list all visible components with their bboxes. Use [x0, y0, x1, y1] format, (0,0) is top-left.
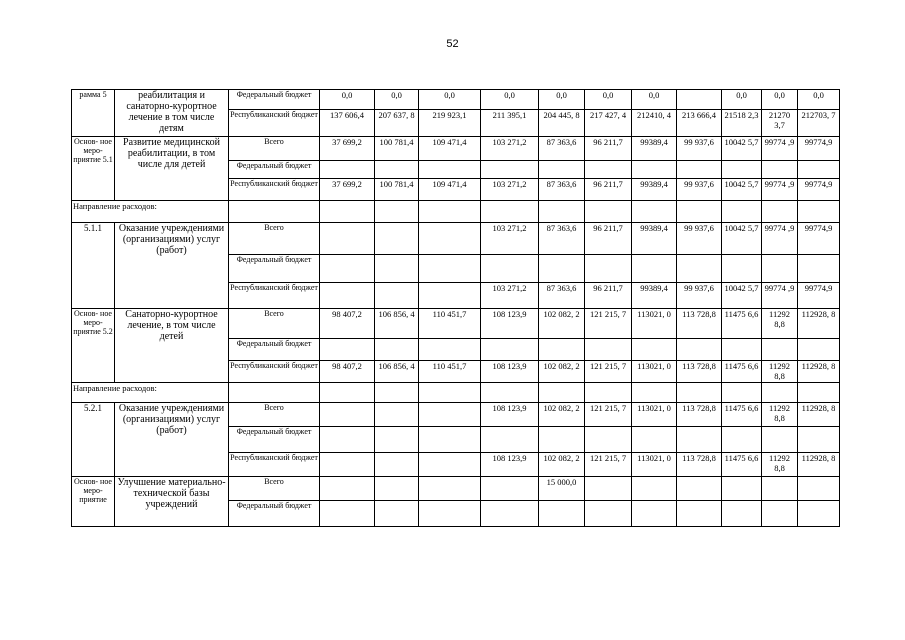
amount-cell: [762, 477, 798, 501]
amount-cell: [481, 161, 539, 179]
amount-cell: 204 445, 8: [539, 110, 585, 137]
amount-cell: [798, 501, 840, 527]
table-row: [72, 477, 840, 501]
amount-cell: 0,0: [539, 90, 585, 110]
budget-table: [71, 89, 840, 527]
amount-cell: [632, 201, 677, 223]
measure-code-cell: рамма 5: [72, 90, 115, 137]
amount-cell: [320, 339, 375, 361]
funding-source-cell: Федеральный бюджет: [229, 90, 320, 110]
amount-cell: 217 427, 4: [585, 110, 632, 137]
amount-cell: 219 923,1: [419, 110, 481, 137]
amount-cell: [320, 223, 375, 255]
amount-cell: 10042 5,7: [722, 283, 762, 309]
amount-cell: [632, 501, 677, 527]
funding-source-cell: Федеральный бюджет: [229, 161, 320, 179]
amount-cell: [762, 339, 798, 361]
amount-cell: [539, 501, 585, 527]
amount-cell: 212410, 4: [632, 110, 677, 137]
table-row: [72, 223, 840, 255]
measure-code-cell: Основ- ное меро- приятие 5.2: [72, 309, 115, 383]
amount-cell: 99 937,6: [677, 137, 722, 161]
amount-cell: 37 699,2: [320, 179, 375, 201]
amount-cell: [419, 161, 481, 179]
amount-cell: [419, 477, 481, 501]
funding-source-cell: [229, 383, 320, 403]
funding-source-cell: Федеральный бюджет: [229, 427, 320, 453]
page-number: 52: [446, 38, 459, 50]
amount-cell: [419, 339, 481, 361]
amount-cell: [762, 201, 798, 223]
amount-cell: [375, 403, 419, 427]
amount-cell: 113021, 0: [632, 403, 677, 427]
amount-cell: [481, 477, 539, 501]
amount-cell: [419, 255, 481, 283]
amount-cell: 112928, 8: [798, 403, 840, 427]
amount-cell: [798, 201, 840, 223]
amount-cell: 0,0: [632, 90, 677, 110]
amount-cell: [375, 201, 419, 223]
amount-cell: 106 856, 4: [375, 361, 419, 383]
amount-cell: [419, 383, 481, 403]
amount-cell: [375, 453, 419, 477]
table-row: [72, 309, 840, 339]
amount-cell: [632, 339, 677, 361]
amount-cell: [585, 255, 632, 283]
amount-cell: 112928, 8: [798, 309, 840, 339]
direction-header-cell: Направление расходов:: [72, 201, 229, 223]
amount-cell: [798, 427, 840, 453]
amount-cell: [632, 427, 677, 453]
amount-cell: 0,0: [585, 90, 632, 110]
amount-cell: 11292 8,8: [762, 453, 798, 477]
amount-cell: [585, 427, 632, 453]
amount-cell: 102 082, 2: [539, 361, 585, 383]
amount-cell: [320, 453, 375, 477]
amount-cell: 207 637, 8: [375, 110, 419, 137]
amount-cell: [722, 255, 762, 283]
amount-cell: 98 407,2: [320, 309, 375, 339]
amount-cell: 96 211,7: [585, 179, 632, 201]
funding-source-cell: Республиканский бюджет: [229, 361, 320, 383]
amount-cell: 99774 ,9: [762, 283, 798, 309]
amount-cell: 99774 ,9: [762, 179, 798, 201]
amount-cell: 11475 6,6: [722, 403, 762, 427]
measure-name-cell: реабилитация и санаторно-курортное лечение в том числе детям: [115, 90, 229, 137]
amount-cell: [419, 201, 481, 223]
funding-source-cell: Республиканский бюджет: [229, 283, 320, 309]
funding-source-cell: Республиканский бюджет: [229, 453, 320, 477]
measure-name-cell: Развитие медицинской реабилитации, в том числе для детей: [115, 137, 229, 201]
amount-cell: 87 363,6: [539, 137, 585, 161]
amount-cell: 96 211,7: [585, 283, 632, 309]
amount-cell: [419, 501, 481, 527]
table-row: [72, 90, 840, 110]
amount-cell: 99389,4: [632, 283, 677, 309]
amount-cell: [585, 161, 632, 179]
amount-cell: 96 211,7: [585, 137, 632, 161]
amount-cell: 108 123,9: [481, 361, 539, 383]
table-row: [72, 383, 840, 403]
amount-cell: [722, 339, 762, 361]
amount-cell: 0,0: [320, 90, 375, 110]
amount-cell: 113021, 0: [632, 453, 677, 477]
amount-cell: [481, 383, 539, 403]
amount-cell: 11292 8,8: [762, 403, 798, 427]
amount-cell: [722, 161, 762, 179]
amount-cell: 113 728,8: [677, 361, 722, 383]
amount-cell: 108 123,9: [481, 403, 539, 427]
amount-cell: 103 271,2: [481, 283, 539, 309]
amount-cell: 112928, 8: [798, 453, 840, 477]
amount-cell: [320, 161, 375, 179]
amount-cell: [419, 453, 481, 477]
amount-cell: 103 271,2: [481, 179, 539, 201]
amount-cell: 121 215, 7: [585, 453, 632, 477]
funding-source-cell: Всего: [229, 477, 320, 501]
amount-cell: [632, 161, 677, 179]
amount-cell: [677, 255, 722, 283]
amount-cell: [677, 383, 722, 403]
amount-cell: 113 728,8: [677, 403, 722, 427]
amount-cell: [798, 161, 840, 179]
amount-cell: 11475 6,6: [722, 453, 762, 477]
amount-cell: [375, 383, 419, 403]
amount-cell: 102 082, 2: [539, 403, 585, 427]
amount-cell: [320, 201, 375, 223]
amount-cell: [481, 255, 539, 283]
amount-cell: [375, 477, 419, 501]
amount-cell: [585, 339, 632, 361]
amount-cell: [375, 161, 419, 179]
amount-cell: [677, 90, 722, 110]
amount-cell: 37 699,2: [320, 137, 375, 161]
amount-cell: [677, 427, 722, 453]
amount-cell: [539, 339, 585, 361]
funding-source-cell: Всего: [229, 223, 320, 255]
amount-cell: [481, 427, 539, 453]
amount-cell: 99774,9: [798, 223, 840, 255]
amount-cell: [419, 283, 481, 309]
amount-cell: [481, 201, 539, 223]
amount-cell: 211 395,1: [481, 110, 539, 137]
amount-cell: 121 215, 7: [585, 403, 632, 427]
amount-cell: [320, 283, 375, 309]
amount-cell: [539, 383, 585, 403]
measure-name-cell: Улучшение материально- технической базы учреждений: [115, 477, 229, 527]
amount-cell: [585, 477, 632, 501]
amount-cell: 121 215, 7: [585, 361, 632, 383]
amount-cell: [798, 255, 840, 283]
funding-source-cell: Всего: [229, 403, 320, 427]
amount-cell: [375, 255, 419, 283]
amount-cell: 99389,4: [632, 179, 677, 201]
amount-cell: 110 451,7: [419, 361, 481, 383]
amount-cell: 103 271,2: [481, 137, 539, 161]
amount-cell: 11292 8,8: [762, 361, 798, 383]
amount-cell: 121 215, 7: [585, 309, 632, 339]
amount-cell: 100 781,4: [375, 137, 419, 161]
amount-cell: 99774 ,9: [762, 223, 798, 255]
amount-cell: 137 606,4: [320, 110, 375, 137]
amount-cell: [539, 161, 585, 179]
amount-cell: [677, 201, 722, 223]
amount-cell: [632, 477, 677, 501]
amount-cell: 87 363,6: [539, 223, 585, 255]
amount-cell: 0,0: [375, 90, 419, 110]
amount-cell: [375, 339, 419, 361]
amount-cell: [762, 255, 798, 283]
amount-cell: 87 363,6: [539, 283, 585, 309]
amount-cell: 99 937,6: [677, 179, 722, 201]
amount-cell: 10042 5,7: [722, 223, 762, 255]
amount-cell: 0,0: [419, 90, 481, 110]
funding-source-cell: Всего: [229, 137, 320, 161]
amount-cell: 0,0: [481, 90, 539, 110]
amount-cell: [585, 501, 632, 527]
amount-cell: 113 728,8: [677, 309, 722, 339]
amount-cell: 108 123,9: [481, 453, 539, 477]
funding-source-cell: Республиканский бюджет: [229, 110, 320, 137]
amount-cell: 99389,4: [632, 223, 677, 255]
amount-cell: 87 363,6: [539, 179, 585, 201]
amount-cell: [320, 255, 375, 283]
amount-cell: 21270 3,7: [762, 110, 798, 137]
funding-source-cell: [229, 201, 320, 223]
amount-cell: 110 451,7: [419, 309, 481, 339]
measure-code-cell: Основ- ное меро- приятие 5.1: [72, 137, 115, 201]
amount-cell: [539, 201, 585, 223]
funding-source-cell: Федеральный бюджет: [229, 339, 320, 361]
amount-cell: [722, 501, 762, 527]
amount-cell: [375, 223, 419, 255]
amount-cell: [375, 283, 419, 309]
amount-cell: [320, 403, 375, 427]
amount-cell: [375, 427, 419, 453]
amount-cell: 11475 6,6: [722, 361, 762, 383]
amount-cell: 99774 ,9: [762, 137, 798, 161]
amount-cell: [722, 383, 762, 403]
amount-cell: [481, 501, 539, 527]
amount-cell: 112928, 8: [798, 361, 840, 383]
amount-cell: 106 856, 4: [375, 309, 419, 339]
amount-cell: [677, 161, 722, 179]
amount-cell: 99774,9: [798, 179, 840, 201]
direction-header-cell: Направление расходов:: [72, 383, 229, 403]
amount-cell: [320, 477, 375, 501]
funding-source-cell: Федеральный бюджет: [229, 501, 320, 527]
amount-cell: [419, 403, 481, 427]
amount-cell: [481, 339, 539, 361]
amount-cell: 15 000,0: [539, 477, 585, 501]
amount-cell: [632, 383, 677, 403]
amount-cell: [677, 501, 722, 527]
amount-cell: [320, 501, 375, 527]
amount-cell: [762, 161, 798, 179]
amount-cell: 100 781,4: [375, 179, 419, 201]
amount-cell: 99389,4: [632, 137, 677, 161]
amount-cell: 103 271,2: [481, 223, 539, 255]
funding-source-cell: Федеральный бюджет: [229, 255, 320, 283]
amount-cell: 98 407,2: [320, 361, 375, 383]
measure-code-cell: 5.2.1: [72, 403, 115, 477]
amount-cell: [762, 501, 798, 527]
amount-cell: 113021, 0: [632, 361, 677, 383]
amount-cell: 99774,9: [798, 283, 840, 309]
amount-cell: 102 082, 2: [539, 309, 585, 339]
table-row: [72, 137, 840, 161]
amount-cell: 11292 8,8: [762, 309, 798, 339]
amount-cell: [632, 255, 677, 283]
amount-cell: 0,0: [798, 90, 840, 110]
measure-name-cell: Санаторно-курортное лечение, в том числе детей: [115, 309, 229, 383]
amount-cell: 109 471,4: [419, 179, 481, 201]
amount-cell: [722, 427, 762, 453]
amount-cell: 213 666,4: [677, 110, 722, 137]
amount-cell: [762, 383, 798, 403]
amount-cell: [585, 383, 632, 403]
amount-cell: [677, 477, 722, 501]
amount-cell: 0,0: [722, 90, 762, 110]
amount-cell: [419, 427, 481, 453]
amount-cell: 99 937,6: [677, 223, 722, 255]
measure-name-cell: Оказание учреждениями (организациями) услуг (работ): [115, 223, 229, 309]
amount-cell: [722, 201, 762, 223]
amount-cell: 99774,9: [798, 137, 840, 161]
amount-cell: [798, 383, 840, 403]
funding-source-cell: Всего: [229, 309, 320, 339]
amount-cell: [722, 477, 762, 501]
measure-code-cell: Основ- ное меро- приятие: [72, 477, 115, 527]
amount-cell: [677, 339, 722, 361]
amount-cell: 11475 6,6: [722, 309, 762, 339]
amount-cell: [798, 339, 840, 361]
table-row: [72, 201, 840, 223]
amount-cell: 99 937,6: [677, 283, 722, 309]
amount-cell: [539, 255, 585, 283]
amount-cell: 212703, 7: [798, 110, 840, 137]
funding-source-cell: Республиканский бюджет: [229, 179, 320, 201]
amount-cell: [375, 501, 419, 527]
amount-cell: 113021, 0: [632, 309, 677, 339]
amount-cell: [762, 427, 798, 453]
amount-cell: [798, 477, 840, 501]
amount-cell: [539, 427, 585, 453]
amount-cell: [585, 201, 632, 223]
measure-code-cell: 5.1.1: [72, 223, 115, 309]
amount-cell: 109 471,4: [419, 137, 481, 161]
amount-cell: 10042 5,7: [722, 137, 762, 161]
measure-name-cell: Оказание учреждениями (организациями) услуг (работ): [115, 403, 229, 477]
table-row: [72, 403, 840, 427]
amount-cell: [419, 223, 481, 255]
amount-cell: [320, 383, 375, 403]
amount-cell: [320, 427, 375, 453]
amount-cell: 96 211,7: [585, 223, 632, 255]
amount-cell: 21518 2,3: [722, 110, 762, 137]
amount-cell: 113 728,8: [677, 453, 722, 477]
amount-cell: 108 123,9: [481, 309, 539, 339]
amount-cell: 0,0: [762, 90, 798, 110]
amount-cell: 102 082, 2: [539, 453, 585, 477]
amount-cell: 10042 5,7: [722, 179, 762, 201]
